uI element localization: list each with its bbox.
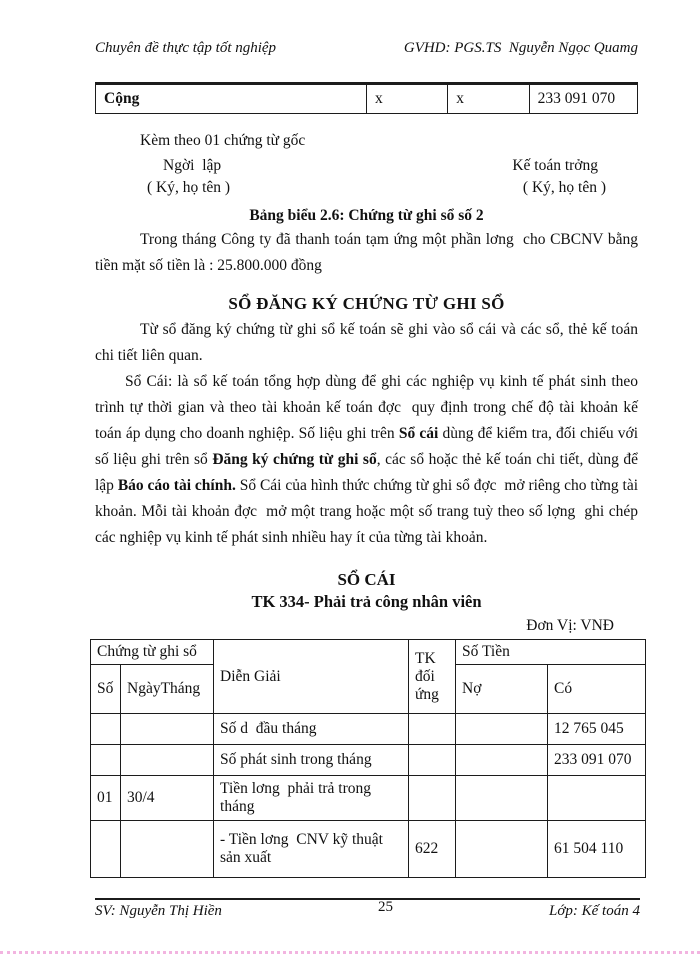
signature-subtitles-row — [95, 177, 638, 199]
cell-so: 01 — [91, 776, 121, 821]
cell-co: 61 504 110 — [548, 821, 646, 878]
cell-tk — [409, 776, 456, 821]
cell-so — [91, 821, 121, 878]
paragraph-so-cai — [95, 369, 638, 551]
signature-right-title: Kế toán trởng — [512, 157, 598, 174]
cell-co — [548, 776, 646, 821]
footer-content — [95, 901, 640, 921]
header-tk-doi-ung: TK đối ứng — [409, 640, 456, 714]
cell-no — [456, 714, 548, 745]
cell-tk — [409, 714, 456, 745]
table-caption: Bảng biểu 2.6: Chứng từ ghi sổ số 2 — [249, 207, 484, 224]
footer-class: Lớp: Kế toán 4 — [549, 903, 640, 919]
ledger-header-row-1 — [91, 640, 646, 665]
header-so-tien: Số Tiền — [456, 640, 646, 665]
cong-label-cell: Cộng — [96, 84, 367, 114]
table-row — [91, 776, 646, 821]
header-dien-giai: Diễn Giải — [214, 640, 409, 714]
so-cai-text-3: , các sổ hoặc thẻ kế toán chi tiết, dùng để lập — [95, 451, 639, 494]
paragraph-payment: Trong tháng Công ty đã thanh toán tạm ứng một phần lơng cho CBCNV bằng tiền mặt số tiền là : 25.800.000 đồng — [95, 231, 638, 274]
cell-dien-giai: Số phát sinh trong tháng — [214, 745, 409, 776]
ledger-subtitle: TK 334- Phải trả công nhân viên — [251, 592, 482, 611]
cell-tk — [409, 745, 456, 776]
footer-student: SV: Nguyễn Thị Hiền — [95, 903, 222, 919]
cell-no — [456, 745, 548, 776]
header-left-title: Chuyên đề thực tập tốt nghiệp — [95, 40, 277, 56]
cong-amount-cell: 233 091 070 — [529, 84, 637, 114]
table-row — [96, 84, 638, 114]
unit-label: Đơn Vị: VNĐ — [526, 617, 614, 634]
signature-left-sub: ( Ký, họ tên ) — [147, 179, 231, 196]
header-no: Nợ — [456, 665, 548, 714]
signature-right-sub: ( Ký, họ tên ) — [522, 179, 606, 196]
header-ngay-thang: NgàyTháng — [121, 665, 214, 714]
paragraph-register: Từ sổ đăng ký chứng từ ghi sổ kế toán sẽ ghi vào sổ cái và các sổ, thẻ kế toán chi tiết liên quan. — [95, 321, 638, 364]
page-footer — [95, 898, 640, 921]
bottom-dotted-divider — [0, 951, 700, 954]
cong-summary-table — [95, 82, 638, 114]
cell-no — [456, 776, 548, 821]
table-row — [91, 821, 646, 878]
cell-ngay — [121, 821, 214, 878]
ledger-title: SỔ CÁI — [337, 570, 396, 589]
so-cai-bold-1: Sổ cái — [398, 425, 439, 442]
cell-ngay — [121, 714, 214, 745]
so-cai-bold-3: Báo cáo tài chính. — [117, 477, 236, 494]
section-heading-register: SỔ ĐĂNG KÝ CHỨNG TỪ GHI SỔ — [228, 294, 505, 313]
cell-so — [91, 714, 121, 745]
cell-dien-giai: Tiền lơng phải trả trong tháng — [214, 776, 409, 821]
attachment-note: Kèm theo 01 chứng từ gốc — [140, 132, 306, 149]
signature-left-title: Ngời lập — [163, 157, 222, 174]
signature-titles-row — [95, 155, 638, 177]
cell-tk: 622 — [409, 821, 456, 878]
table-row — [91, 714, 646, 745]
ledger-table — [90, 639, 646, 878]
header-so: Số — [91, 665, 121, 714]
cell-dien-giai: - Tiền lơng CNV kỹ thuật sản xuất — [214, 821, 409, 878]
cell-ngay: 30/4 — [121, 776, 214, 821]
cong-x2-cell: x — [448, 84, 529, 114]
cong-x1-cell: x — [367, 84, 448, 114]
cell-so — [91, 745, 121, 776]
cell-co: 233 091 070 — [548, 745, 646, 776]
cell-dien-giai: Số d đầu tháng — [214, 714, 409, 745]
footer-page-number: 25 — [377, 899, 393, 915]
header-doc-group: Chứng từ ghi sổ — [91, 640, 214, 665]
cell-ngay — [121, 745, 214, 776]
page-header — [95, 38, 638, 58]
table-row — [91, 745, 646, 776]
so-cai-bold-2: Đăng ký chứng từ ghi sổ — [212, 451, 377, 468]
cell-no — [456, 821, 548, 878]
cell-co: 12 765 045 — [548, 714, 646, 745]
header-right-gvhd: GVHD: PGS.TS Nguyễn Ngọc Quamg — [403, 40, 638, 56]
so-cai-text-4: Sổ Cái của hình thức chứng từ ghi sổ đợc mở riêng cho từng tài khoản. Mỗi tài khoản đợc mở một trang hoặc một số trang tuỳ theo số lợng ghi chép các nghiệp vụ kinh tế phát sinh nhiều hay ít của từng tài khoản. — [95, 477, 639, 546]
so-cai-text-2: dùng để kiểm tra, đối chiếu với số liệu ghi trên sổ — [95, 425, 638, 468]
header-co: Có — [548, 665, 646, 714]
so-cai-text-1: Sổ Cái: là sổ kế toán tổng hợp dùng để ghi các nghiệp vụ kinh tế phát sinh theo trình tự thời gian và theo tài khoản kế toán đợc quy định trong chế độ tài khoản kế toán áp dụng cho doanh nghiệp. Số liệu ghi trên — [95, 373, 638, 442]
